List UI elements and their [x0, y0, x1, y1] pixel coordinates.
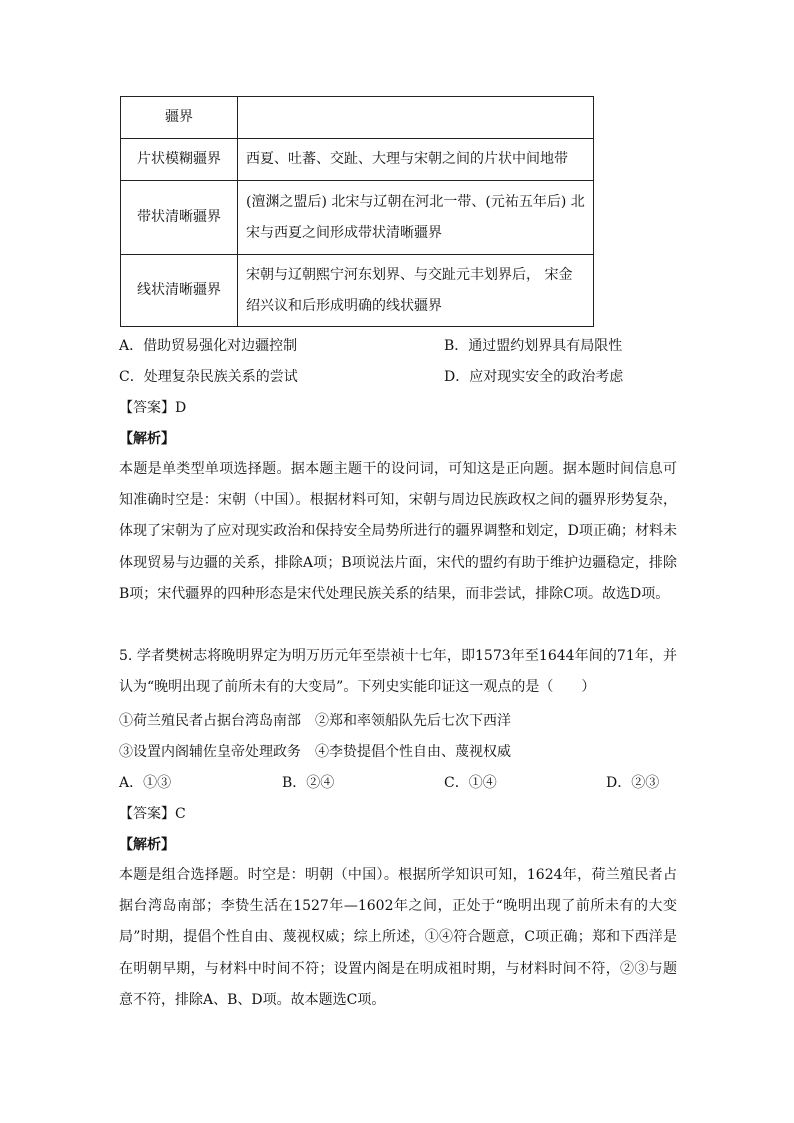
- table-cell-type: 片状模糊疆界: [121, 139, 238, 181]
- table-row: [121, 255, 594, 327]
- q4-analysis-text: 本题是单类型单项选择题。据本题主题干的设问词，可知这是正向题。据本题时间信息可知准确时空是：宋朝（中国）。根据材料可知，宋朝与周边民族政权之间的疆界形势复杂，体现了宋朝为了应对现实政治和保持安全局势所进行的疆界调整和划定，D项正确；材料未体现贸易与边疆的关系，排除A项；B项说法片面，宋代的盟约有助于维护边疆稳定，排除B项；宋代疆界的四种形态是宋代处理民族关系的结果，而非尝试，排除C项。故选D项。: [119, 461, 677, 602]
- table-cell-desc: [238, 97, 594, 139]
- q5-items-line-1: ①荷兰殖民者占据台湾岛南部 ②郑和率领船队先后七次下西洋: [119, 713, 511, 729]
- q5-answer: 【答案】C: [119, 806, 186, 822]
- q5-stem: 5. 学者樊树志将晚明界定为明万历元年至崇祯十七年，即1573年至1644年间的71年，并认为“晚明出现了前所未有的大变局”。下列史实能印证这一观点的是（ ）: [119, 648, 677, 696]
- table-cell-desc: 宋朝与辽朝熙宁河东划界、与交趾元丰划界后， 宋金绍兴议和后形成明确的线状疆界: [238, 255, 594, 327]
- table-cell-type: 线状清晰疆界: [121, 255, 238, 327]
- q5-option-c: C．①④: [444, 775, 497, 791]
- q5-items-line-2: ③设置内阁辅佐皇帝处理政务 ④李贽提倡个性自由、蔑视权威: [119, 744, 511, 760]
- q4-answer: 【答案】D: [119, 400, 187, 416]
- table-cell-type: 疆界: [121, 97, 238, 139]
- table-cell-desc: 西夏、吐蕃、交趾、大理与宋朝之间的片状中间地带: [238, 139, 594, 181]
- q5-analysis-text: 本题是组合选择题。时空是：明朝（中国）。根据所学知识可知，1624年，荷兰殖民者占据台湾岛南部；李贽生活在1527年—1602年之间，正处于“晚明出现了前所未有的大变局”时期，提倡个性自由、蔑视权威；综上所述，①④符合题意，C项正确；郑和下西洋是在明朝早期，与材料中时间不符；设置内阁是在明成祖时期，与材料时间不符，②③与题意不符，排除A、B、D项。故本题选C项。: [119, 867, 677, 1008]
- table-cell-desc: (澶渊之盟后) 北宋与辽朝在河北一带、(元祐五年后) 北宋与西夏之间形成带状清晰疆界: [238, 181, 594, 255]
- table-cell-type: 带状清晰疆界: [121, 181, 238, 255]
- q5-option-b: B．②④: [282, 775, 335, 791]
- q5-analysis-heading: 【解析】: [119, 837, 175, 853]
- q4-option-c: C．处理复杂民族关系的尝试: [119, 369, 298, 385]
- border-types-table: [120, 96, 594, 327]
- q4-option-b: B．通过盟约划界具有局限性: [444, 338, 623, 354]
- table-row: [121, 181, 594, 255]
- q5-option-a: A．①③: [119, 775, 172, 791]
- q5-option-d: D．②③: [606, 775, 660, 791]
- table-row: [121, 139, 594, 181]
- table-row: [121, 97, 594, 139]
- q4-option-a: A．借助贸易强化对边疆控制: [119, 338, 298, 354]
- q4-option-d: D．应对现实安全的政治考虑: [444, 369, 624, 385]
- q4-analysis-heading: 【解析】: [119, 431, 175, 447]
